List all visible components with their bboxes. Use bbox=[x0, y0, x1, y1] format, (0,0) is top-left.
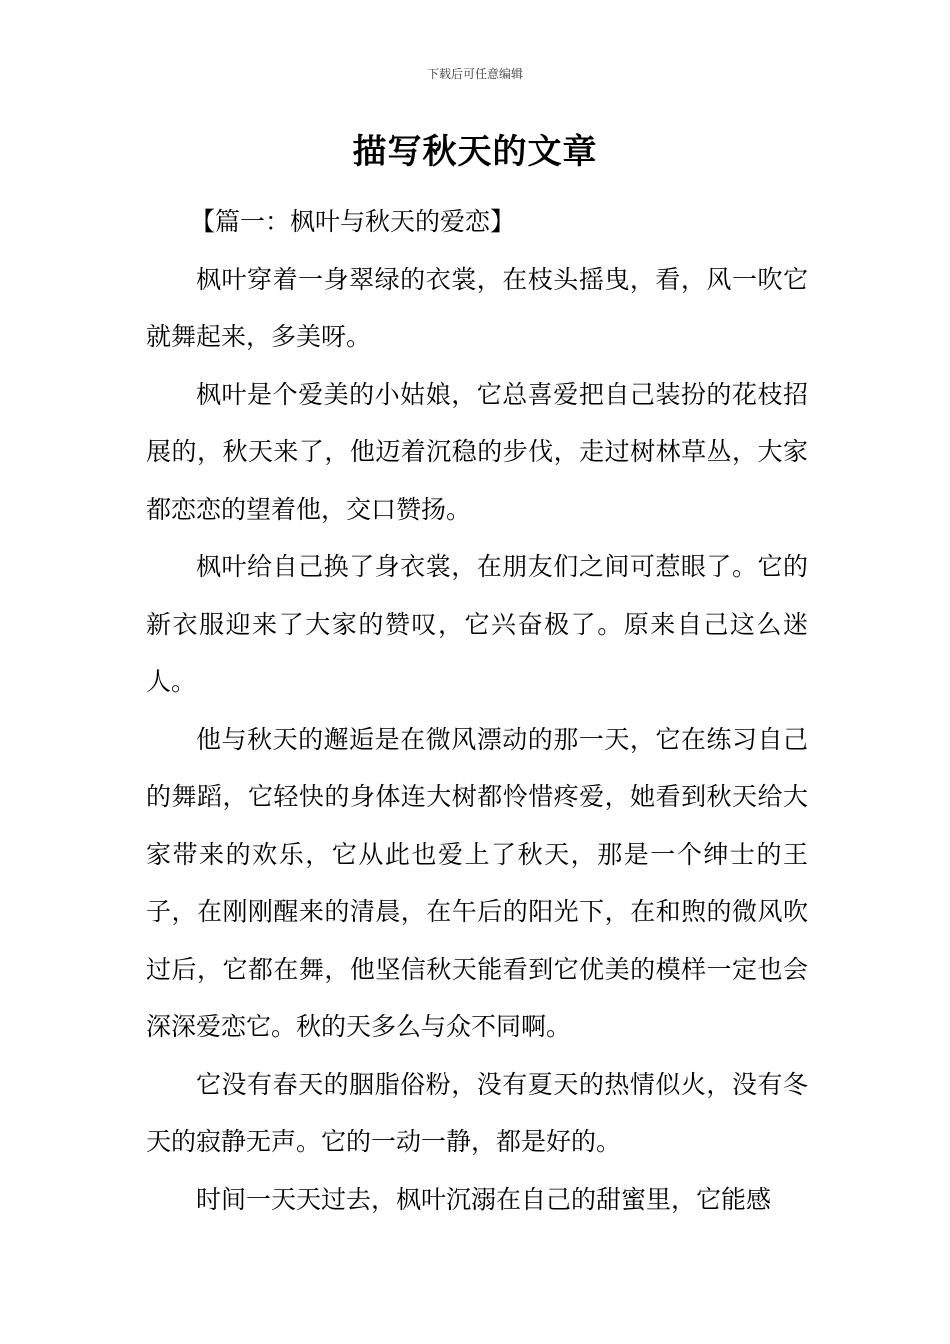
header-note: 下载后可任意编辑 bbox=[426, 67, 523, 81]
page-title: 描写秋天的文章 bbox=[352, 132, 598, 172]
paragraph-1: 枫叶穿着一身翠绿的衣裳，在枝头摇曳，看，风一吹它就舞起来，多美呀。 bbox=[146, 264, 808, 351]
paragraph-4: 他与秋天的邂逅是在微风漂动的那一天，它在练习自己的舞蹈，它轻快的身体连大树都怜惜疼爱，她看到秋天给大家带来的欢乐，它从此也爱上了秋天，那是一个绅士的王子，在刚刚醒来的清晨，在午后的阳光下，在和煦的微风吹过后，它都在舞，他坚信秋天能看到它优美的模样一定也会深深爱恋它。秋的天多么与众不同啊。 bbox=[146, 724, 808, 1041]
paragraph-5: 它没有春天的胭脂俗粉，没有夏天的热情似火，没有冬天的寂静无声。它的一动一静，都是好的。 bbox=[146, 1069, 808, 1156]
section-heading: 【篇一：枫叶与秋天的爱恋】 bbox=[190, 207, 516, 236]
paragraph-3: 枫叶给自己换了身衣裳，在朋友们之间可惹眼了。它的新衣服迎来了大家的赞叹，它兴奋极了。原来自己这么迷人。 bbox=[146, 552, 808, 696]
paragraph-6: 时间一天天过去，枫叶沉溺在自己的甜蜜里，它能感 bbox=[196, 1184, 772, 1214]
paragraph-2: 枫叶是个爱美的小姑娘，它总喜爱把自己装扮的花枝招展的，秋天来了，他迈着沉稳的步伐，走过树林草丛，大家都恋恋的望着他，交口赞扬。 bbox=[146, 379, 808, 524]
document-body bbox=[146, 193, 808, 1228]
